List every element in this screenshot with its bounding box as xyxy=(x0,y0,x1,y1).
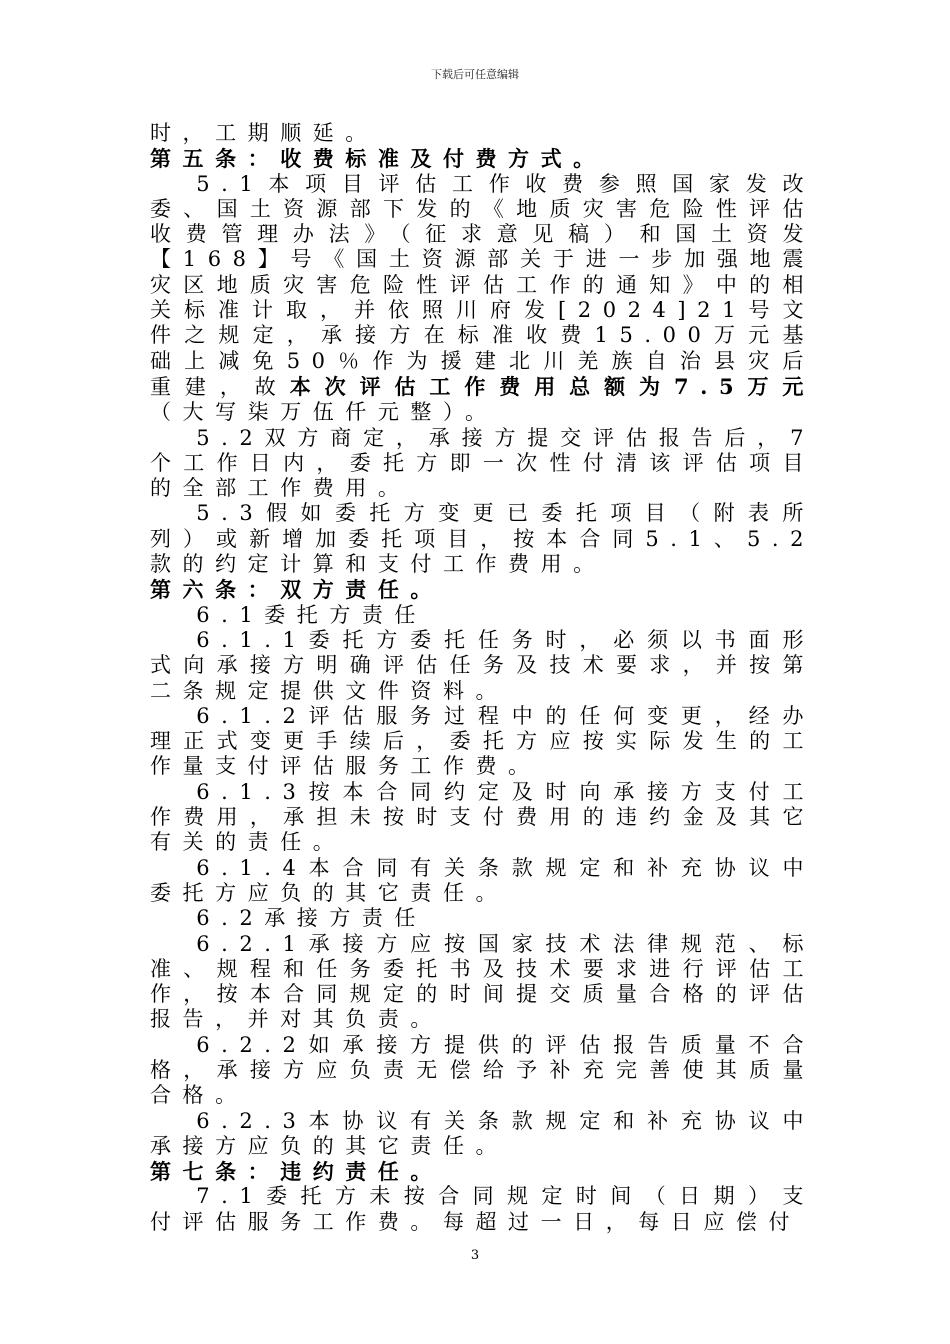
paragraph-6-2-2: 6.2.2如承接方提供的评估报告质量不合格，承接方应负责无偿给予补充完善使其质量合格。 xyxy=(150,1032,815,1108)
paragraph-6-1-1: 6.1.1委托方委托任务时，必须以书面形式向承接方明确评估任务及技术要求，并按第二条规定提供文件资料。 xyxy=(150,627,815,703)
paragraph-6-1-3: 6.1.3按本合同约定及时向承接方支付工作费用，承担未按时支付费用的违约金及其它有关的责任。 xyxy=(150,779,815,855)
paragraph-6-1-2: 6.1.2评估服务过程中的任何变更，经办理正式变更手续后，委托方应按实际发生的工作量支付评估服务工作费。 xyxy=(150,703,815,779)
paragraph-5-1-bold: 本次评估工作费用总额为7.5万元 xyxy=(289,373,815,399)
paragraph-6-1: 6.1委托方责任 xyxy=(196,602,427,627)
paragraph-6-2: 6.2承接方责任 xyxy=(196,906,427,931)
paragraph-5-1-text: 5.1本项目评估工作收费参照国家发改委、国土资源部下发的《地质灾害危险性评估收费管理办法》（征求意见稿）和国土资发【168】号《国土资源部关于进一步加强地震灾区地质灾害危险性评估工作的通知》中的相关标准计取，并依照川府发[2024]21号文件之规定，承接方在标准收费15.00万元基础上减免50％作为援建北川羌族自治县灾后重建，故 xyxy=(150,171,815,399)
paragraph-7-1: 7.1委托方未按合同规定时间（日期）支付评估服务工作费。每超过一日，每日应偿付 xyxy=(150,1184,815,1234)
heading-article-5: 第五条：收费标准及付费方式。 xyxy=(150,146,606,172)
paragraph-6-2-1: 6.2.1承接方应按国家技术法律规范、标准、规程和任务委托书及技术要求进行评估工作，按本合同规定的时间提交质量合格的评估报告，并对其负责。 xyxy=(150,931,815,1032)
paragraph-continuation: 时，工期顺延。 xyxy=(150,121,378,145)
paragraph-5-3: 5.3假如委托方变更已委托项目（附表所列）或新增加委托项目，按本合同5.1、5.2款的约定计算和支付工作费用。 xyxy=(150,501,815,577)
paragraph-5-2: 5.2双方商定，承接方提交评估报告后，7个工作日内，委托方即一次性付清该评估项目的全部工作费用。 xyxy=(150,425,815,501)
paragraph-5-1 xyxy=(150,172,815,426)
paragraph-6-2-3: 6.2.3本协议有关条款规定和补充协议中承接方应负的其它责任。 xyxy=(150,1108,815,1158)
heading-article-7: 第七条：违约责任。 xyxy=(150,1159,443,1185)
document-body xyxy=(150,121,815,1235)
paragraph-6-1-4: 6.1.4本合同有关条款规定和补充协议中委托方应负的其它责任。 xyxy=(150,855,815,905)
page-number: 3 xyxy=(470,1248,480,1263)
page-header: 下载后可任意编辑 xyxy=(431,68,519,81)
paragraph-5-1-tail: （大写柒万伍仟元整）。 xyxy=(150,400,498,425)
heading-article-6: 第六条：双方责任。 xyxy=(150,577,443,603)
